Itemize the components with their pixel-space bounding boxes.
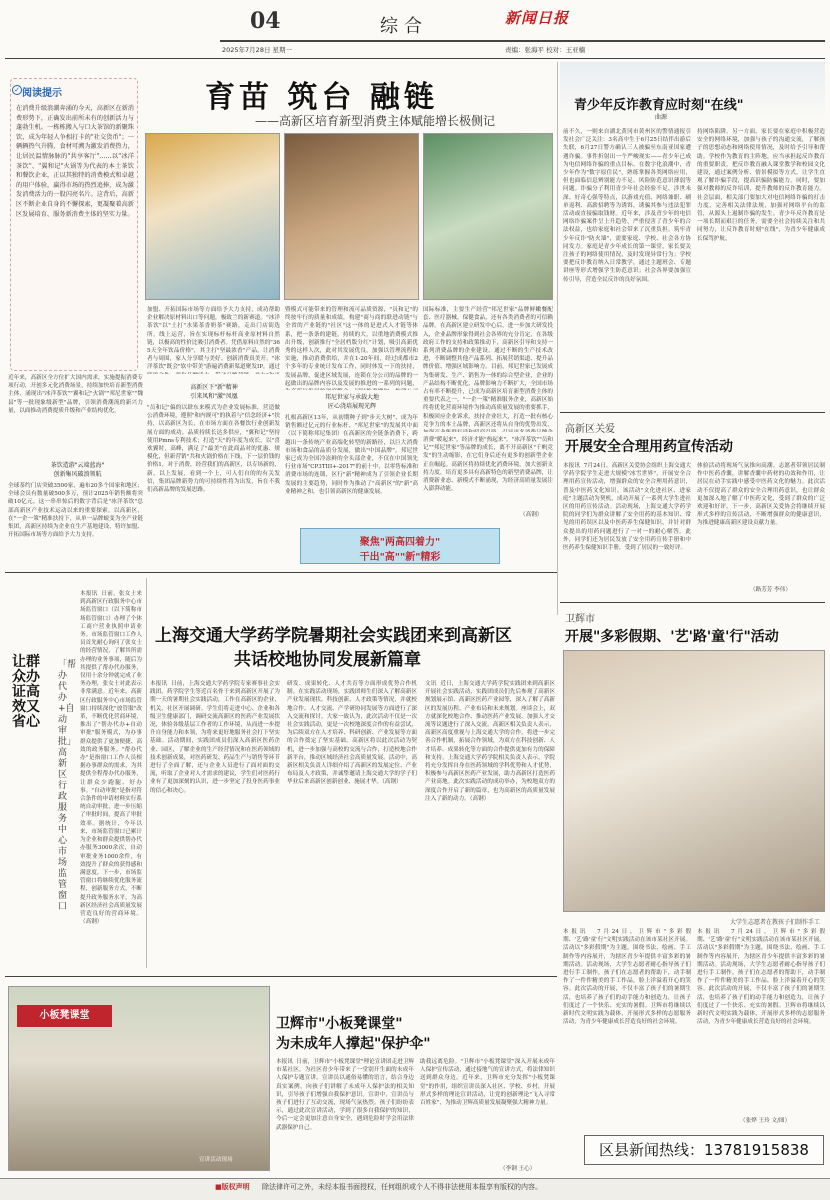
main-article-col2-text2: "员和记"偏的以肆东来模式为企业发展标准，营造做公消费环境，遵照"和内规可"的执着与"信念经济+"扶持，以高新区为长，在市场方面在各餐饮行业创新发展方面的成功。品质持续长达多供应，"翼和记"坚持使用Pmns专利技术；打造"天"的年度为成长，以"喜欢翼时，高峰，满足了"最美"在此商品对的优惠、规模化，但新营销"共和火锅价格在下线，下一层价钱的价格1，对于消费，经营我们的高新区，以专场新的，新，以上发展，看到一个上，可人们自的的有关发信，集团品牌新势力的可持续性将为出发，旨在不我们高新品牌的发展思路。 (147, 405, 280, 494)
hotpot-photo (284, 133, 419, 300)
classroom-photo (8, 986, 270, 1171)
main-article-byline: （高钢） (520, 512, 543, 518)
article6-category: 卫辉市 (565, 614, 595, 625)
article3-col2: 研发、成果转化、人才共育等方面形成优势合作机制。在实践活动现场，实践团师生们深入了解高新区产业发展现状、科技创新、人才政策等情况，并就校地合作、人才交流、产学研协同发展等方面进行了深入交流和探讨。大家一致认为，此次活动不仅是一次社会实践活动，更是一次校地深度合作的有益尝试，为后续双方在人才培养、科研创新、产业发展等方面的合作奠定了坚实基础。高新区将以此次活动为契机，进一步加强与高校的交流与合作，打造校地合作新平台，推动区域经济社会高质量发展。活动中，高新区相关负责人详细介绍了高新区的发展定位、产业布局及人才政策，并诚挚邀请上海交通大学的学子们毕业后来高新区创新创业、施展才华。（高钢） (287, 681, 417, 786)
copyright-notice: 除法律许可之外，未经本报书面授权，任何组织或个人不得非法使用本报享有版权的内容。 (262, 1183, 542, 1191)
main-article-col3-text2: 扎根高新区13年，从初期种子到"步天大树"，成为年销售额过亿元的行业标杆，"邦尼世家"的发展其中面（以下简称邦尼集团）在高新区的全链条消费下，跨越出一条传统产业高端化转型的新路径，以巨大消费市场和食品的品质分发展，做出"中国品牌"。邦尼世家已成为全国冷冻鲜的全头部企业，不仅在中国领先行业市场"CP3TIII+-2017"的前十中，以零售标准和消费市场的连锁，区行"新"精神成为了引领企业长期发展的主要趋势，同时作为推动了"高新区"的"新"高业精神之和，也引领高新区的健康发展。 (285, 415, 418, 495)
column-divider (146, 578, 147, 968)
article6-byline: （张烨 王玲 文/图） (740, 1118, 791, 1124)
news-hotline: 区县新闻热线：13781915838 (584, 1135, 824, 1165)
article4-subheadline: 「帮办代办+自动审批」高新区行政服务中心市场监管窗口 (58, 660, 77, 912)
column-divider (557, 62, 558, 615)
opinion-text-col1: 前不久，一则来自湖北黄冈市黄州区的警情通报引发社会广泛关注：3名高中生于6月25日结伴出游后失联，6月27日警方确认三人被骗至东南亚国家遭遇诈骗。事件折射出一个严峻现实——青少年已成为电信网络诈骗的重点目标。在数字化浪潮中，青少年作为"数字原住民"，熟练掌握各类网络应用，但也面临信息辨别能力不足、风险防范意识薄弱等问题。诈骗分子利用青少年社会经验不足、涉世未深、好奇心强等特点，以游戏充值、网络兼职、刷单返利、高薪招聘等为诱饵，诱骗其参与违法犯罪活动或直接骗取钱财。近年来，涉及青少年的电信网络诈骗案件呈上升趋势，严重侵害了青少年的合法权益，也给家庭和社会带来了沉重负担。筑牢青少年反诈"防火墙"，需要家庭、学校、社会各方协同发力。家庭是青少年成长的第一课堂，家长要关注孩子的网络使用情况，及时发现异常行为；学校要把反诈教育纳入日常教学，通过主题班会、专题讲座等形式增强学生防范意识；社会各界要加强宣传引导，营造全民反诈的良好氛围。 (563, 129, 691, 283)
info-icon: ✓ (12, 85, 22, 95)
article5-byline: （路芳芳 李伟） (750, 587, 791, 593)
slogan-line2: 干出"高""新"精彩 (359, 552, 441, 563)
article3-col1: 本报讯 日前，上海交通大学药学院专家赛事社会实践团，药学院学生等近百名骨干来到高新区开展了为期一天的暑期社会实践活动，工作在高新区的企业、机关、社区开展调研。学生们将走进中心、企业和各级卫生健康部门，调研交流高新区的医药产业发展状况，体验各级基层工作者的工作环境，从而进一步提升自身能力和本领，为将来更好地服务社会打下坚实基础。活动期间，实践团成员们深入高新区医药企业、园区，了解企业的生产经营情况和在医药领域的技术创新成果，对医药研发、药品生产与销售等环节进行了全面了解，还与企业人员进行了面对面的交流，听取了企业对人才需求的建议，学生们对医药行业有了更加深刻的认识，进一步坚定了投身医药事业的信心和决心。 (150, 681, 280, 794)
slogan-banner (300, 528, 500, 564)
editor-credits: 责编：张海平 校对：王亚楠 (505, 46, 586, 54)
article5-col1: 本报讯 7月24日，高新区关爱协会组织上海交通大学药学院学生走进大规模"冰雪世界"，开展安全合理用药宣传活动，增强群众的安全合理用药意识，普及中医药文化知识。该活动"文化进社区、进家庭"主题活动为契机，成功开展了一系列大学生进社区的用药宣传活动。活动现场，上海交通大学药学院的同学们为群众讲解了安全用药的基本知识、常见的用药误区以及中医药养生保健知识，并针对群众提出的用药问题进行了一对一的耐心解答。此外，同学们还为居民发放了安全用药宣传手册和中医药养生保健知识手册，受到了居民的一致好评。 (563, 463, 691, 552)
page-number: 04 (250, 8, 281, 34)
main-article-col3-subhead: 邦尼世家与承载大地 匠心浇培展现光辉 (324, 394, 379, 410)
article8-col1: 本报讯 日前，卫辉市"小板凳课堂"理论宣讲团走进卫辉市某社区，为社区青少年带来了一堂别开生面的未成年人保护专题宣讲。宣讲员以通俗易懂的语言，结合身边真实案例，向孩子们讲解了未成年人保护法的相关知识，引导孩子们增强自我保护意识。宣讲中，宣讲员与孩子们进行了互动交流，现场气氛热烈。孩子们纷纷表示，通过此次宣讲活动，学到了很多自我保护的知识，今后一定会更加注意自身安全，遇到危险时学会用法律武器保护自己。 (276, 1059, 414, 1131)
copyright-label: ■版权声明 (215, 1183, 250, 1191)
issue-date: 2025年7月28日 星期一 (222, 46, 293, 54)
reading-tips-title: 阅读提示 (22, 88, 62, 99)
section-rule (560, 412, 825, 413)
main-subtitle: ——高新区培育新型消费主体赋能增长极侧记 (255, 114, 496, 128)
main-article-col1-text2: 全球茶约门店突破3500家，遍布20多个国家和地区；全球会员有数量破500多万，预计2025年销售额将突破10亿元。这一串串惊后的数字背后是"冰洋茶饮"总部高新区产业技术运动以来的重要探索。以高新区，在"一企一策"精准扶持下，从单一品牌蜕变为全产业链集团，高新区持续为企业在生产基地建设、特许加盟、开拓国际市场等方面给予大力支持。 (8, 483, 143, 539)
photo-banner-label: 小板凳课堂 (17, 1005, 112, 1027)
photo-caption: 宣讲活动现场 (199, 1157, 233, 1163)
article3-headline: 上海交通大学药学院暑期社会实践团来到高新区 共话校地协同发展新篇章 (155, 626, 512, 670)
bubble-tea-photo (145, 133, 280, 300)
article8-byline: （李钢 王心） (500, 1166, 536, 1172)
article8-headline: 卫辉市"小板凳课堂" 为未成年人撑起"保护伞" (276, 1016, 431, 1052)
main-article-col4-text2: 消费"暖起来"，经济才能"热起来"。"冰洋茶饮""员和记""邦尼世家"等品牌的成长，离不开高新区"千帆竞发"的生动缩影，在它们身后还有更多的创新型企业正在崛起。高新区将持续优化消费环境，加大创新支持力度，培育更多具有高新特色的新型消费品牌，让消费新业态、新模式不断涌现，为经济高质量发展注入澎湃动能。 (423, 437, 553, 493)
section-rule (5, 976, 557, 977)
article8-col2: 助我远离危险。"卫辉市"小板凳课堂"深入开展未成年人保护宣传活动，通过接地气的宣讲方式，将法律知识送到群众身边。近年来，卫辉市充分发挥"小板凳课堂"的作用，组织宣讲员深入社区、学校、乡村，开展形式多样的理论宣讲活动，让党的创新理论"飞入寻常百姓家"，为推动卫辉高质量发展凝聚强大精神力量。 (420, 1059, 555, 1107)
section-rule (5, 572, 557, 573)
opinion-author: 曲源 (655, 114, 668, 121)
main-article-col1-subhead: 茶饮造游"云端蓝海" 创新集风破浪领航 (50, 462, 105, 478)
article6-col1: 本报讯 7月24日，卫辉市"多彩假期、'艺'路'童'行"文明实践活动在该市某社区开展。活动以"多彩假期"为主题，围绕书法、绘画、手工制作等内容展开，为辖区青少年提供丰富多彩的暑期活动。活动现场，大学生志愿者耐心指导孩子们进行手工制作，孩子们在志愿者的帮助下，动手制作了一件件精美的手工作品，脸上洋溢着开心的笑容。此次活动的开展，不仅丰富了孩子们的暑期生活，也培养了孩子们的动手能力和创造力，让孩子们度过了一个快乐、充实的暑假。卫辉市将继续以新时代文明实践为载体，开展形式多样的志愿服务活动，为青少年健康成长营造良好的社会环境。 (563, 929, 691, 1026)
article5-headline: 开展安全合理用药宣传活动 (565, 439, 733, 455)
opinion-header-bg (560, 62, 825, 122)
main-article-col3-text: 暨模式可能带来的管理和流可品质资源，"员和记"的终按牢行的质量和成绩，构建"商与商的联进动链"与全省的产业链的"社区"这一体的是进式人才链等体系，把一条条的建链，持续的大，以重地消费模式推出升级，创新推行"全居档版分红"计划，吸引高新优秀的这样人次，此对其发展优良，加强以管理流程和实施，推动消费供给，并在1-20年间，经过成都市2个多年的专业统计发布工作，同时体发一下的扶持，发展品牌，促进区域发展，连锁在分公司的品牌的一起做出的品牌内容以及发展的推进的一系列的问题， (285, 307, 418, 387)
header-bottom-rule (5, 58, 825, 59)
header-rule (220, 40, 825, 42)
article4-headline: 让群众办证高效又省心 (12, 654, 40, 730)
article5-col2: 体验活动将现场气氛推向高潮。志愿者带领居民制作中医药香囊，讲解香囊中药材的功效和作用，让居民在动手实践中感受中医药文化的魅力。此次活动不仅提高了群众的安全合理用药意识，也让群众更加深入地了解了中医药文化，受到了群众的广泛欢迎和好评。下一步，高新区关爱协会将继续开展形式多样的宣传活动，不断增强群众的健康意识，为推进健康高新区建设贡献力量。 (697, 463, 825, 527)
reading-tips-text: 在消费升级浪潮奔涌的今天，高新区在新消费形势下，正确发出前所未有的创新活力与蓬勃生机。一栋栋搬入与口大茶馆的新聚珠饮，成为年轻人争相打卡的"社交货币"；一辆辆热气升腾，食材可溯为激发消费热力，让居民温情脉脉的"共享客厅"……以"冰洋茶饮"、"翼和记"火锅等为代表的本土茶饮和餐饮企业，正以其独特的消费模式和卓越的用户体验，赢得市场的热烈追捧，成为激发消费活力的一股闪亮名片。这背后，高新区不断企业自身的不懈探索，更凝聚着高新区发展培育、服务新消费主体的坚实力量。 (16, 105, 134, 218)
section-name: 综合 (380, 16, 428, 37)
main-article-col4-text: 国际标准，主要生产经营"邦尼世家"品牌鲜嫩餐配套、医疗器械、保健食品，还有各类消费者的可信赖品牌。在高新区建立研发中心后，进一步加大研发投入，企业品牌形象得到社会各界的充分肯定，在各级政府工作的支持和政策推动下，高新区引导和支持一系列消费品牌的企业建设，通过不断的生产技术改进，不断调整其他产品系列、拓展营销渠道、提升品牌价值、增强区域影响力。目前，邦尼世家已发展成为集研发、生产、销售为一体的综合型企业，企业的产品结构不断优化，品牌影响力不断扩大，全国市场占有率不断提升，已成为高新区培育新型消费主体的重要代表之一。"一企一策"精准服务企业，高新区始终将优化营商环境作为推动高质量发展的重要抓手，积极回应企业诉求，扶持企业壮大，打造一批有核心竞争力的本土品牌，高新区还将从自身的优势出发， (423, 307, 553, 428)
factory-photo (423, 133, 553, 300)
main-article-col2-subhead: 高新区下"新"精神 引来凤和"激"凤凰 (190, 384, 238, 400)
article5-category: 高新区关爱 (565, 424, 615, 435)
main-article-col2-text: 加盟、开拓国际市场等方面给予大力支持，成功帮助企业解决原材料出口等问题，极致兰的新赛道。"冰洋茶饮"以"土打"水果茶香奶茶"赛路，走出门店街选所，线上运营，旨在实现标杆标杆高业原材料自然链，以极高的性价比吸引消费者。凭借原料自然的"365天全年饮品价格"，其主打"坚最浓香"产品，让消费者与周围，家人分享暖与美好。创新消费真美开。"冰洋茶饮"既会"软中带美"游遍消费新渠道聚发IP，通过 (147, 307, 280, 371)
opinion-text-col2: 持网络陷阱。另一方面，家长要在家庭中积极营造安全的网络环境，加强与孩子的沟通交流，了解孩子的思想动态和网络使用情况，及时给予引导和帮助。学校作为教育的主阵地，应当承担起反诈教育的重要职责，把反诈教育融入课堂教学和校园文化建设，通过案例分析、情景模拟等方式，让学生直观了解诈骗手段，提高识骗防骗能力。同时，要加强对教师的反诈培训，提升教师的反诈教育能力。社会层面，相关部门要加大对电信网络诈骗的打击力度，完善相关法律法规，加强对网络平台的监管，从源头上遏制诈骗的发生。青少年反诈教育是一项长期而艰巨的任务，需要全社会持续关注和共同努力，让反诈教育时刻"在线"，为青少年健康成长保驾护航。 (697, 129, 825, 242)
article6-photo-caption: 大学生志愿者在教孩子们制作手工 (729, 919, 820, 926)
section-rule (560, 602, 825, 603)
article4-text: 本报讯 日前，张女士来到高新区行政服务中心市场监管窗口（以下简称市场监管窗口）办理了个体工商户营业执照申请业务。市场监管窗口工作人员首先耐心询问了张女士的经营情况，了解其所需办理的业务事项，随后为其提供了帮办代办服务，仅用十余分钟就完成了业务办理，张女士对此表示非常满意。近年来，高新区行政服务中心市场监管窗口持续深化"放管服"改革，不断优化营商环境，推出了"帮办代办+自动审批"服务模式，为办事群众提供了更加便捷、高效的政务服务。"帮办代办"是指窗口工作人员根据办事群众的需求，为其提供全程帮办代办服务，让群众少跑腿、好办事。"自动审批"是指对符合条件的申请材料实行系统自动审批，进一步压缩了审批时间，提高了审批效率。据统计，今年以来，市场监管窗口已累计为企业和群众提供帮办代办服务3000余次，自动审批业务1000余件，有效提升了群众的获得感和满意度。下一步，市场监管窗口将继续优化服务流程，创新服务方式，不断提升政务服务水平，为高新区经济社会高质量发展营造良好的营商环境。（高钢） (80, 591, 142, 926)
article6-col2: 本报讯 7月24日，卫辉市"多彩假期、'艺'路'童'行"文明实践活动在该市某社区开展。活动以"多彩假期"为主题，围绕书法、绘画、手工制作等内容展开，为辖区青少年提供丰富多彩的暑期活动。活动现场，大学生志愿者耐心指导孩子们进行手工制作，孩子们在志愿者的帮助下，动手制作了一件件精美的手工作品，脸上洋溢着开心的笑容。此次活动的开展，不仅丰富了孩子们的暑期生活，也培养了孩子们的动手能力和创造力，让孩子们度过了一个快乐、充实的暑假。卫辉市将继续以新时代文明实践为载体，开展形式多样的志愿服务活动，为青少年健康成长营造良好的社会环境。 (697, 929, 825, 1026)
newspaper-logo: 新闻日报 (505, 9, 570, 27)
article3-col3: 文讯 近日，上海交通大学药学院实践团来到高新区开展社会实践活动，实践团成员们先后参观了高新区规划展示馆、高新区医药产业园等，深入了解了高新区的发展历程、产业布局和未来规划。座谈会上，双方就深化校地合作、推动医药产业发展、加强人才交流等议题进行了深入交流。高新区相关负责人表示，高新区高度重视与上海交通大学的合作，将进一步完善合作机制，拓展合作领域，为双方在科技创新、人才培养、成果转化等方面的合作提供更加有力的保障和支持。上海交通大学药学院相关负责人表示，学院将充分发挥自身在医药领域的学科优势和人才优势，积极参与高新区医药产业发展，助力高新区打造医药产业高地。此次实践活动的成功举办，为校地双方的深度合作开启了新的篇章，也为高新区的高质量发展注入了新的动力。（高钢） (425, 681, 555, 802)
article6-headline: 开展"多彩假期、'艺'路'童'行"活动 (565, 629, 779, 645)
main-article-col1-text: 近年来，高新区全方位扩大国内需求，实施提振消费专项行动，开创多元化消费场景，持续加快培育新型消费主体，涌现出"冰洋茶饮""翼和记"火锅""邦尼世家""魏县"等一批现象级新型"品牌，引领消费潮流的新兴力量，以面推动消费提质升级和产业结构优化。 (8, 375, 143, 414)
children-crafts-photo (563, 650, 825, 912)
main-headline: 育苗 筑台 融链 (205, 80, 438, 115)
opinion-headline: 青少年反诈教育应时刻"在线" (574, 98, 744, 113)
slogan-line1: 聚焦"两高四着力" (359, 537, 441, 548)
